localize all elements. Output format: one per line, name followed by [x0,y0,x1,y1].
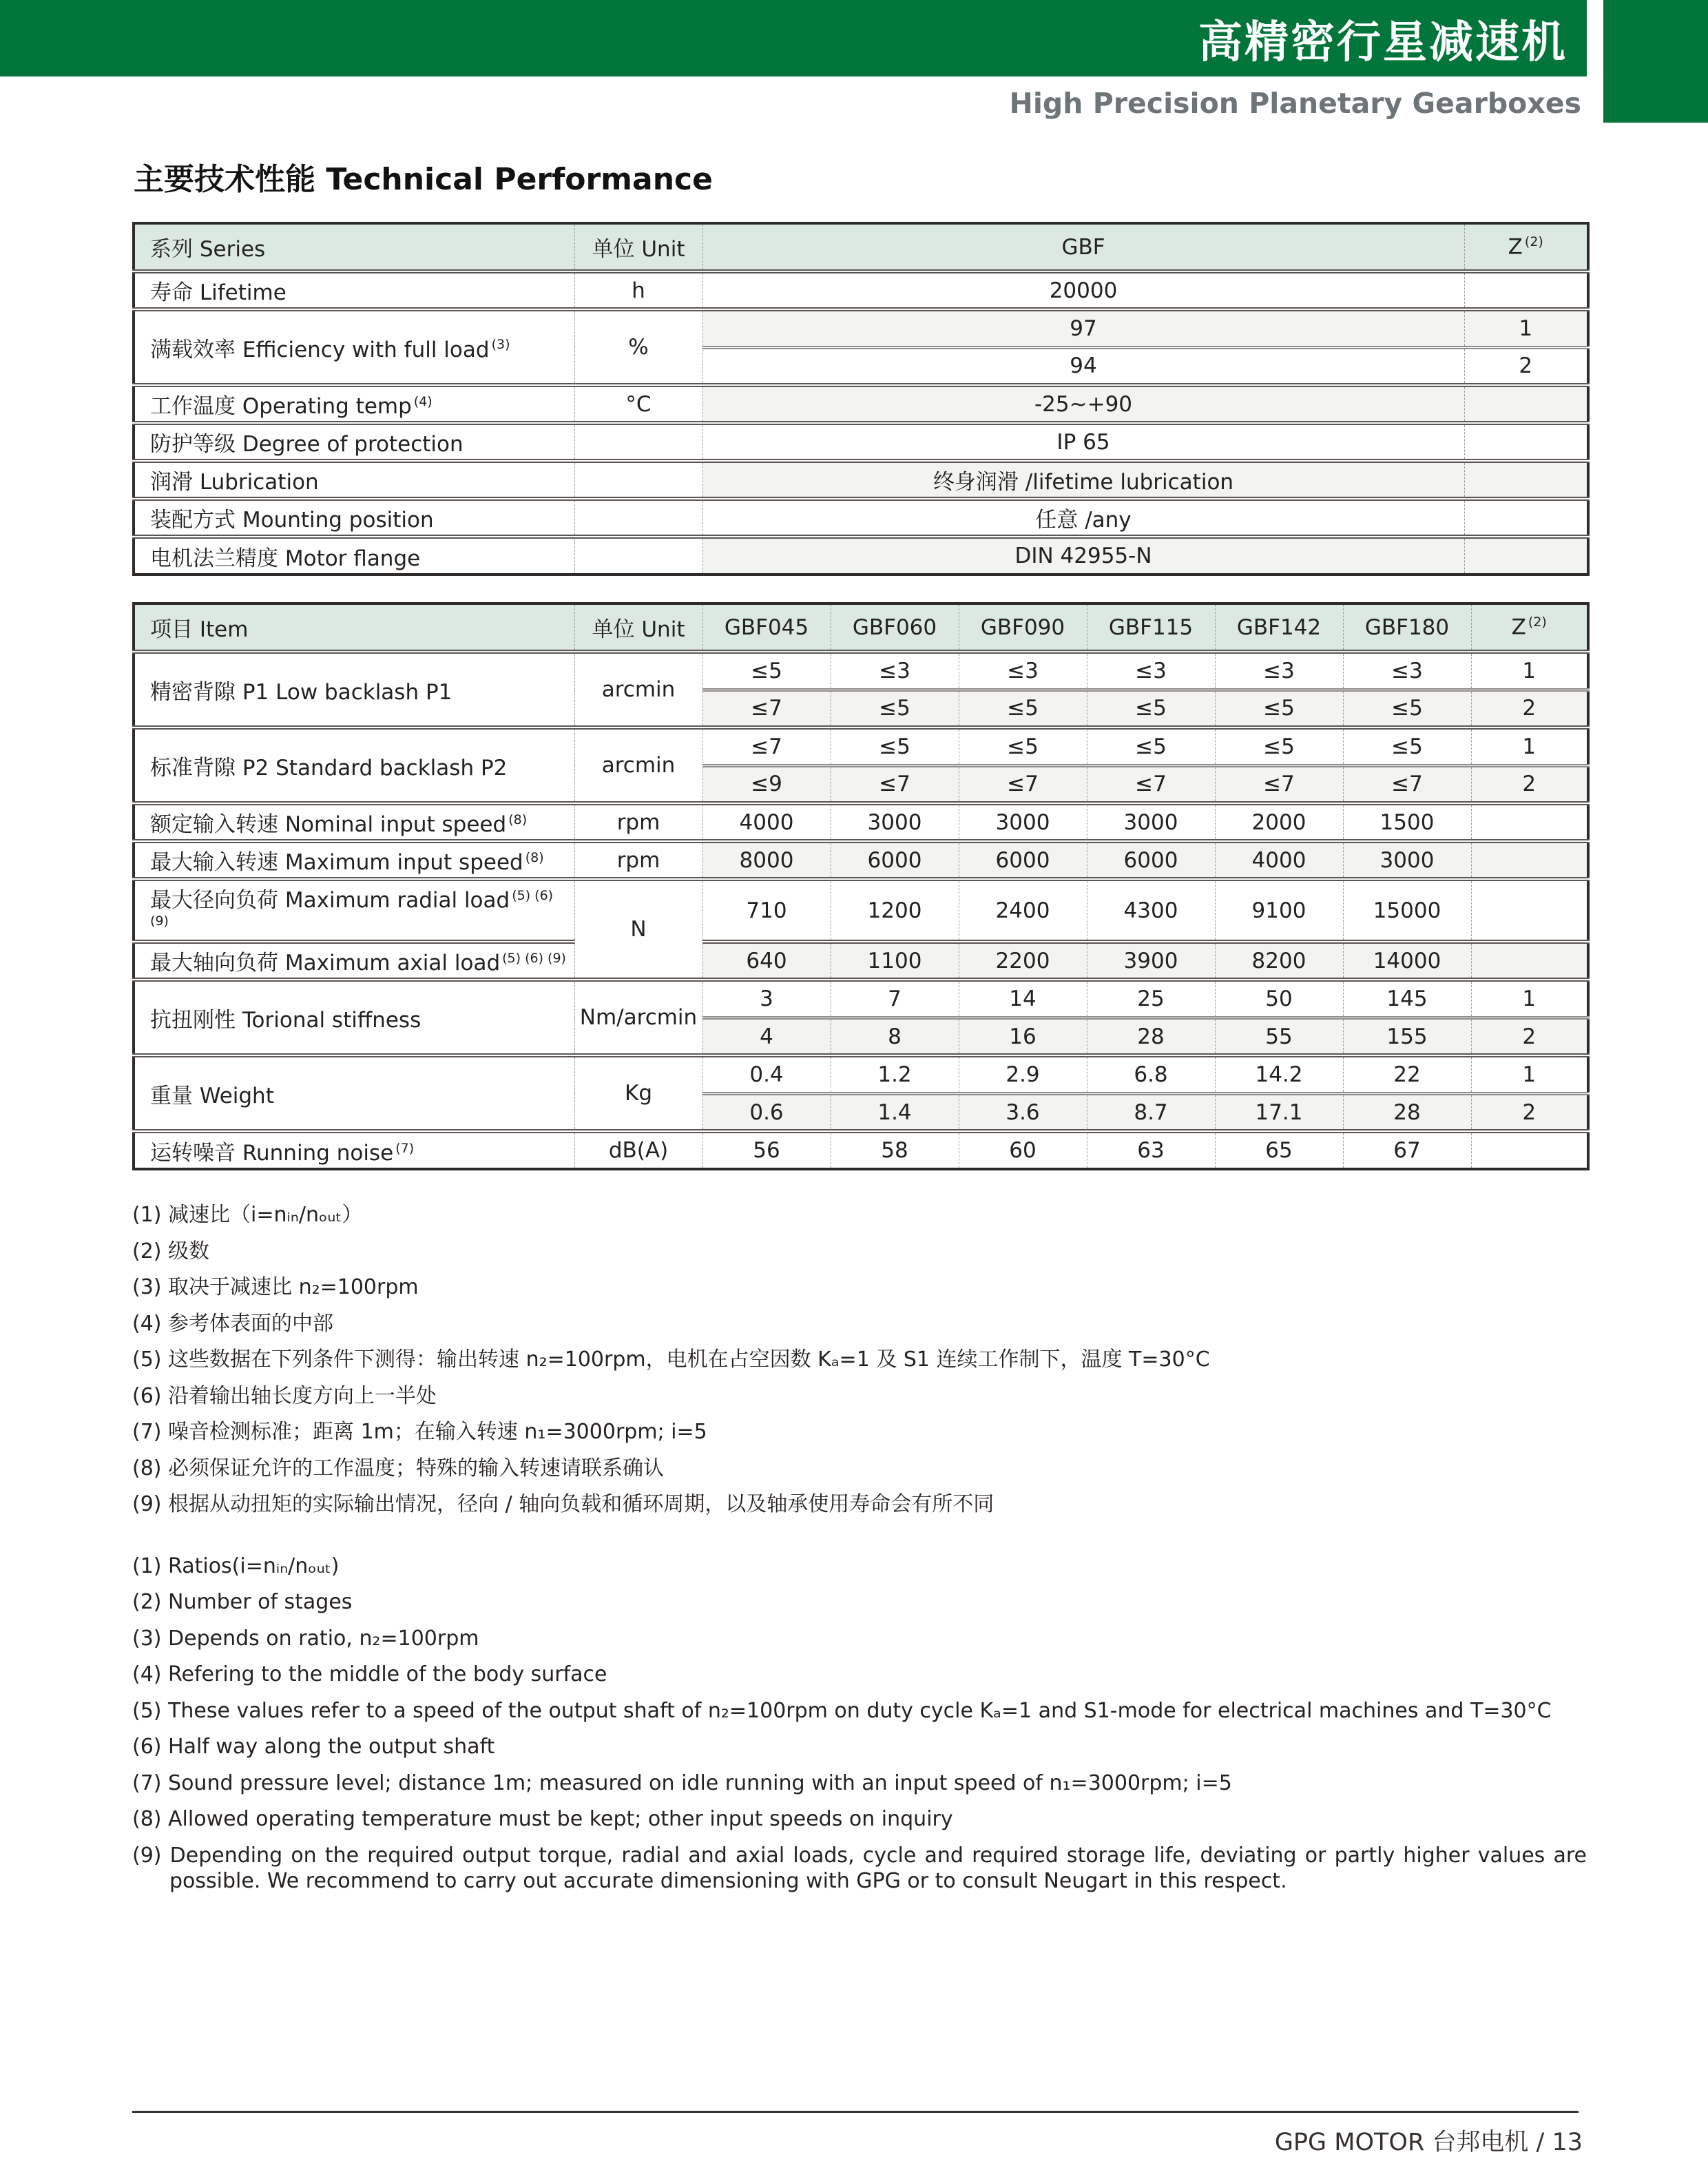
row-label-text: 标准背隙 P2 Standard backlash P2 [150,755,508,781]
value-cell: 0.6 [702,1093,831,1131]
value-cell: 155 [1343,1017,1471,1055]
row-label [134,309,574,385]
unit-cell [574,461,702,499]
value-cell: 2 [1471,765,1588,803]
footnote: (5) These values refer to a speed of the output shaft of n₂=100rpm on duty cycle Kₐ=1 and S1-mode for electrical machines and T=30°C [132,1698,1552,1723]
value-cell: 6000 [831,841,959,879]
row-label-text: 运转噪音 Running noise [150,1140,394,1166]
footnotes-en [132,1553,1587,1894]
unit-cell: rpm [574,803,702,841]
value-cell: 14.2 [1215,1055,1343,1093]
column-header-z [1471,603,1588,652]
table-row [134,309,1588,347]
row-label [134,980,574,1055]
value-cell: ≤3 [1215,652,1343,690]
value-cell: 3.6 [959,1093,1087,1131]
value-cell: ≤5 [1343,727,1471,765]
value-cell: 1100 [831,942,959,980]
value-cell: DIN 42955-N [702,537,1464,575]
value-cell [1471,841,1588,879]
column-header-model: GBF060 [831,603,959,652]
value-cell: 2 [1471,1093,1588,1131]
row-label [134,271,574,309]
table-row [134,385,1588,423]
value-cell: 14000 [1343,942,1471,980]
unit-cell: °C [574,385,702,423]
row-label [134,423,574,461]
value-cell: ≤5 [1343,690,1471,727]
value-cell: 1200 [831,879,959,942]
value-cell: ≤9 [702,765,831,803]
value-cell: ≤5 [959,727,1087,765]
column-header-model: GBF090 [959,603,1087,652]
value-cell: 4300 [1087,879,1215,942]
unit-cell: N [574,879,702,980]
row-label [134,652,574,727]
footnote: (8) 必须保证允许的工作温度；特殊的输入转速请联系确认 [132,1456,665,1480]
row-label-text: 满载效率 Efficiency with full load [150,337,490,362]
table-row [134,652,1588,690]
value-cell: 1 [1471,652,1588,690]
footnote: (9) Depending on the required output torque, radial and axial loads, cycle and required storage life, deviating or partly higher values are possible. We recommend to carry out accurate dimensioning with GPG or to consult Neugart in this respect. [132,1843,1587,1894]
value-cell [1471,942,1588,980]
value-cell: 94 [702,347,1464,385]
value-cell: 710 [702,879,831,942]
row-label-text: 工作温度 Operating temp [150,394,412,419]
value-cell: 640 [702,942,831,980]
page-content [132,154,1587,1905]
value-cell: 58 [831,1131,959,1169]
row-label-text: 防护等级 Degree of protection [150,432,464,457]
row-label-text: 寿命 Lifetime [150,280,287,305]
footnote-ref: (2) [1528,614,1547,630]
value-cell: 3000 [959,803,1087,841]
value-cell: 28 [1343,1093,1471,1131]
unit-cell: arcmin [574,727,702,803]
footnote: (1) Ratios(i=nᵢₙ/nₒᵤₜ) [132,1553,340,1578]
row-label-text: 装配方式 Mounting position [150,508,434,533]
row-label-text: 最大径向负荷 Maximum radial load [150,888,510,913]
row-label [134,879,574,942]
value-cell: 14 [959,980,1087,1017]
footnote-ref: (4) [413,393,433,409]
value-cell: 67 [1343,1131,1471,1169]
value-cell: 7 [831,980,959,1017]
value-cell: 1500 [1343,803,1471,841]
footnote: (4) 参考体表面的中部 [132,1311,334,1336]
value-cell: ≤5 [1215,727,1343,765]
table-row [134,980,1588,1017]
value-cell: 0.4 [702,1055,831,1093]
value-cell: ≤5 [1087,690,1215,727]
value-cell: 4 [702,1017,831,1055]
value-cell: 2 [1471,1017,1588,1055]
value-cell: ≤5 [1215,690,1343,727]
unit-cell: h [574,271,702,309]
model-performance-table [132,602,1590,1170]
table-row [134,537,1588,575]
value-cell: 9100 [1215,879,1343,942]
value-cell: 15000 [1343,879,1471,942]
column-header-z-text: Z [1508,234,1523,260]
value-cell: 6.8 [1087,1055,1215,1093]
value-cell: 2 [1471,690,1588,727]
row-label [134,942,574,980]
table-row [134,841,1588,879]
unit-cell [574,423,702,461]
value-cell: 65 [1215,1131,1343,1169]
table-row [134,1055,1588,1093]
row-label-text: 最大轴向负荷 Maximum axial load [150,951,501,976]
value-cell: ≤3 [959,652,1087,690]
column-header-series: 系列 Series [134,223,574,271]
footnote: (1) 减速比（i=nᵢₙ/nₒᵤₜ） [132,1203,363,1228]
table-row [134,942,1588,980]
value-cell [1464,271,1588,309]
value-cell: 3900 [1087,942,1215,980]
footnote-ref: (7) [395,1140,415,1156]
value-cell: ≤5 [831,690,959,727]
table-row [134,461,1588,499]
column-header-model: GBF115 [1087,603,1215,652]
unit-cell: Kg [574,1055,702,1131]
footnote-ref: (3) [491,337,510,353]
column-header-gbf: GBF [702,223,1464,271]
section-title: 主要技术性能 Technical Performance [134,162,713,197]
table-row [134,423,1588,461]
footnote: (3) Depends on ratio, n₂=100rpm [132,1626,479,1651]
value-cell [1464,499,1588,537]
row-label-text: 最大输入转速 Maximum input speed [150,850,523,875]
corner-stripe [1603,0,1708,123]
table-row [134,803,1588,841]
footnote: (2) Number of stages [132,1590,353,1615]
footnote: (6) Half way along the output shaft [132,1735,495,1759]
column-header-item: 项目 Item [134,603,574,652]
value-cell: ≤3 [1087,652,1215,690]
value-cell: 145 [1343,980,1471,1017]
footnote: (9) 根据从动扭矩的实际输出情况，径向 / 轴向负载和循环周期，以及轴承使用寿命会有所不同 [132,1492,994,1517]
value-cell: ≤7 [1343,765,1471,803]
value-cell: ≤7 [1087,765,1215,803]
value-cell: ≤7 [1215,765,1343,803]
row-label [134,385,574,423]
footnote: (4) Refering to the middle of the body surface [132,1662,607,1687]
row-label-text: 精密背隙 P1 Low backlash P1 [150,679,452,705]
value-cell: 16 [959,1017,1087,1055]
value-cell: ≤5 [1087,727,1215,765]
value-cell: 3000 [1087,803,1215,841]
unit-cell: dB(A) [574,1131,702,1169]
row-label [134,727,574,803]
value-cell: 56 [702,1131,831,1169]
footnote-ref: (8) [525,849,544,865]
value-cell: ≤7 [959,765,1087,803]
footnote-ref: (8) [508,812,528,827]
table-header-row [134,223,1588,271]
row-label [134,537,574,575]
value-cell: 6000 [1087,841,1215,879]
value-cell: 60 [959,1131,1087,1169]
value-cell [1464,385,1588,423]
value-cell: 20000 [702,271,1464,309]
table-row [134,271,1588,309]
row-label-text: 电机法兰精度 Motor flange [150,546,421,571]
value-cell: 8.7 [1087,1093,1215,1131]
value-cell: 1.4 [831,1093,959,1131]
row-label-text: 额定输入转速 Nominal input speed [150,812,507,837]
footnote: (8) Allowed operating temperature must be kept; other input speeds on inquiry [132,1807,953,1832]
unit-cell [574,537,702,575]
value-cell: 8 [831,1017,959,1055]
footnote-ref: (2) [1524,234,1543,250]
value-cell: 1 [1464,309,1588,347]
value-cell: 8000 [702,841,831,879]
unit-cell: rpm [574,841,702,879]
table-row [134,1131,1588,1169]
row-label [134,1055,574,1131]
row-label [134,461,574,499]
value-cell: ≤5 [959,690,1087,727]
value-cell: 1 [1471,727,1588,765]
column-header-model: GBF142 [1215,603,1343,652]
table-row [134,499,1588,537]
value-cell: IP 65 [702,423,1464,461]
column-header-z [1464,223,1588,271]
row-label-text: 重量 Weight [150,1083,274,1108]
value-cell: ≤7 [702,690,831,727]
value-cell: 28 [1087,1017,1215,1055]
value-cell: 25 [1087,980,1215,1017]
row-label-text: 润滑 Lubrication [150,470,319,495]
value-cell: 63 [1087,1131,1215,1169]
value-cell: 55 [1215,1017,1343,1055]
footnote-ref: (5) (6) (9) [502,951,566,966]
value-cell [1464,423,1588,461]
value-cell: 2000 [1215,803,1343,841]
value-cell: 任意 /any [702,499,1464,537]
unit-cell: Nm/arcmin [574,980,702,1055]
value-cell: 97 [702,309,1464,347]
value-cell [1471,1131,1588,1169]
value-cell: 3000 [1343,841,1471,879]
table-header-row [134,603,1588,652]
column-header-unit: 单位 Unit [574,223,702,271]
value-cell: 2.9 [959,1055,1087,1093]
footnote: (6) 沿着输出轴长度方向上一半处 [132,1383,437,1408]
column-header-unit: 单位 Unit [574,603,702,652]
value-cell: 1.2 [831,1055,959,1093]
banner-title: 高精密行星减速机 [1198,17,1568,68]
general-performance-table [132,222,1590,576]
footnote: (5) 这些数据在下列条件下测得：输出转速 n₂=100rpm，电机在占空因数 Kₐ=1 及 S1 连续工作制下，温度 T=30°C [132,1347,1210,1372]
value-cell: ≤3 [831,652,959,690]
table-row [134,879,1588,942]
footer-divider [132,2111,1579,2113]
value-cell: ≤5 [702,652,831,690]
row-label-text: 抗扭刚性 Torional stiffness [150,1007,421,1033]
unit-cell: % [574,309,702,385]
value-cell: 2200 [959,942,1087,980]
value-cell: 4000 [1215,841,1343,879]
footnote: (7) 噪音检测标准；距离 1m；在输入转速 n₁=3000rpm; i=5 [132,1420,707,1445]
footnote: (7) Sound pressure level; distance 1m; measured on idle running with an input speed of n₁=3000rpm; i=5 [132,1770,1232,1795]
value-cell [1471,803,1588,841]
value-cell: 22 [1343,1055,1471,1093]
value-cell [1471,879,1588,942]
value-cell: 3000 [831,803,959,841]
value-cell: ≤3 [1343,652,1471,690]
value-cell: 50 [1215,980,1343,1017]
row-label [134,841,574,879]
footnote: (3) 取决于减速比 n₂=100rpm [132,1275,419,1300]
value-cell [1464,461,1588,499]
row-label [134,803,574,841]
row-label [134,499,574,537]
unit-cell [574,499,702,537]
value-cell: ≤5 [831,727,959,765]
footnote-ref: (5) (6) (9) [150,887,554,929]
value-cell: 2400 [959,879,1087,942]
value-cell: ≤7 [831,765,959,803]
column-header-model: GBF180 [1343,603,1471,652]
value-cell: 终身润滑 /lifetime lubrication [702,461,1464,499]
value-cell: 4000 [702,803,831,841]
value-cell: 1 [1471,980,1588,1017]
value-cell: 3 [702,980,831,1017]
column-header-z-text: Z [1511,614,1526,640]
value-cell [1464,537,1588,575]
value-cell: -25~+90 [702,385,1464,423]
unit-cell: arcmin [574,652,702,727]
row-label [134,1131,574,1169]
footnotes-cn [132,1202,1587,1518]
value-cell: 17.1 [1215,1093,1343,1131]
value-cell: 2 [1464,347,1588,385]
value-cell: 8200 [1215,942,1343,980]
value-cell: 1 [1471,1055,1588,1093]
page-footer: GPG MOTOR 台邦电机 / 13 [1274,2129,1583,2156]
value-cell: 6000 [959,841,1087,879]
column-header-model: GBF045 [702,603,831,652]
page-subtitle: High Precision Planetary Gearboxes [1009,87,1581,120]
table-row [134,727,1588,765]
footnote: (2) 级数 [132,1239,210,1263]
value-cell: ≤7 [702,727,831,765]
page-banner [0,0,1587,76]
